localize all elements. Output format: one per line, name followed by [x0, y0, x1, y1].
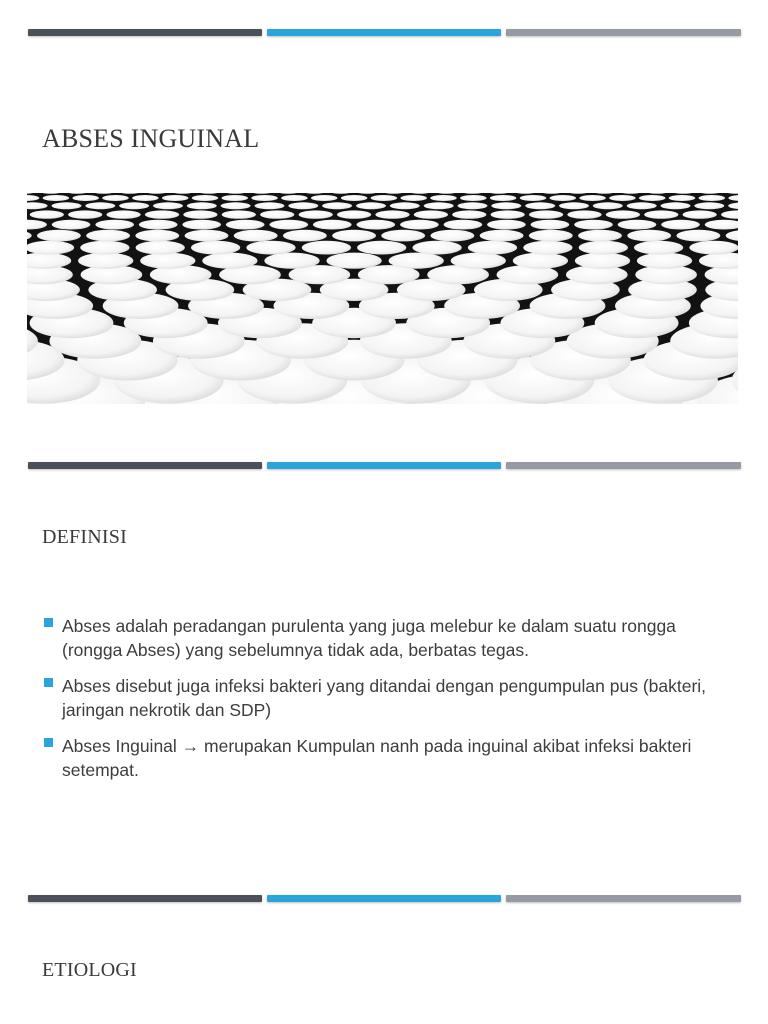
bullet-text: Abses disebut juga infeksi bakteri yang ditandai dengan pengumpulan pus (bakteri, jaringan nekrotik dan SDP)	[62, 676, 707, 720]
header-bar-dark	[28, 895, 262, 902]
bullet-text: Abses Inguinal → merupakan Kumpulan nanh pada inguinal akibat infeksi bakteri setempat.	[62, 736, 692, 780]
header-bars	[28, 895, 741, 902]
slide-title: ABSES INGUINAL	[42, 124, 260, 153]
slide-title: DEFINISI	[42, 526, 127, 548]
bullet-text: Abses adalah peradangan purulenta yang juga melebur ke dalam suatu rongga (rongga Abses) yang sebelumnya tidak ada, berbatas tegas.	[62, 616, 676, 660]
header-bar-blue	[267, 895, 501, 902]
header-bar-gray	[506, 895, 741, 902]
slide-title: ETIOLOGI	[42, 959, 137, 981]
